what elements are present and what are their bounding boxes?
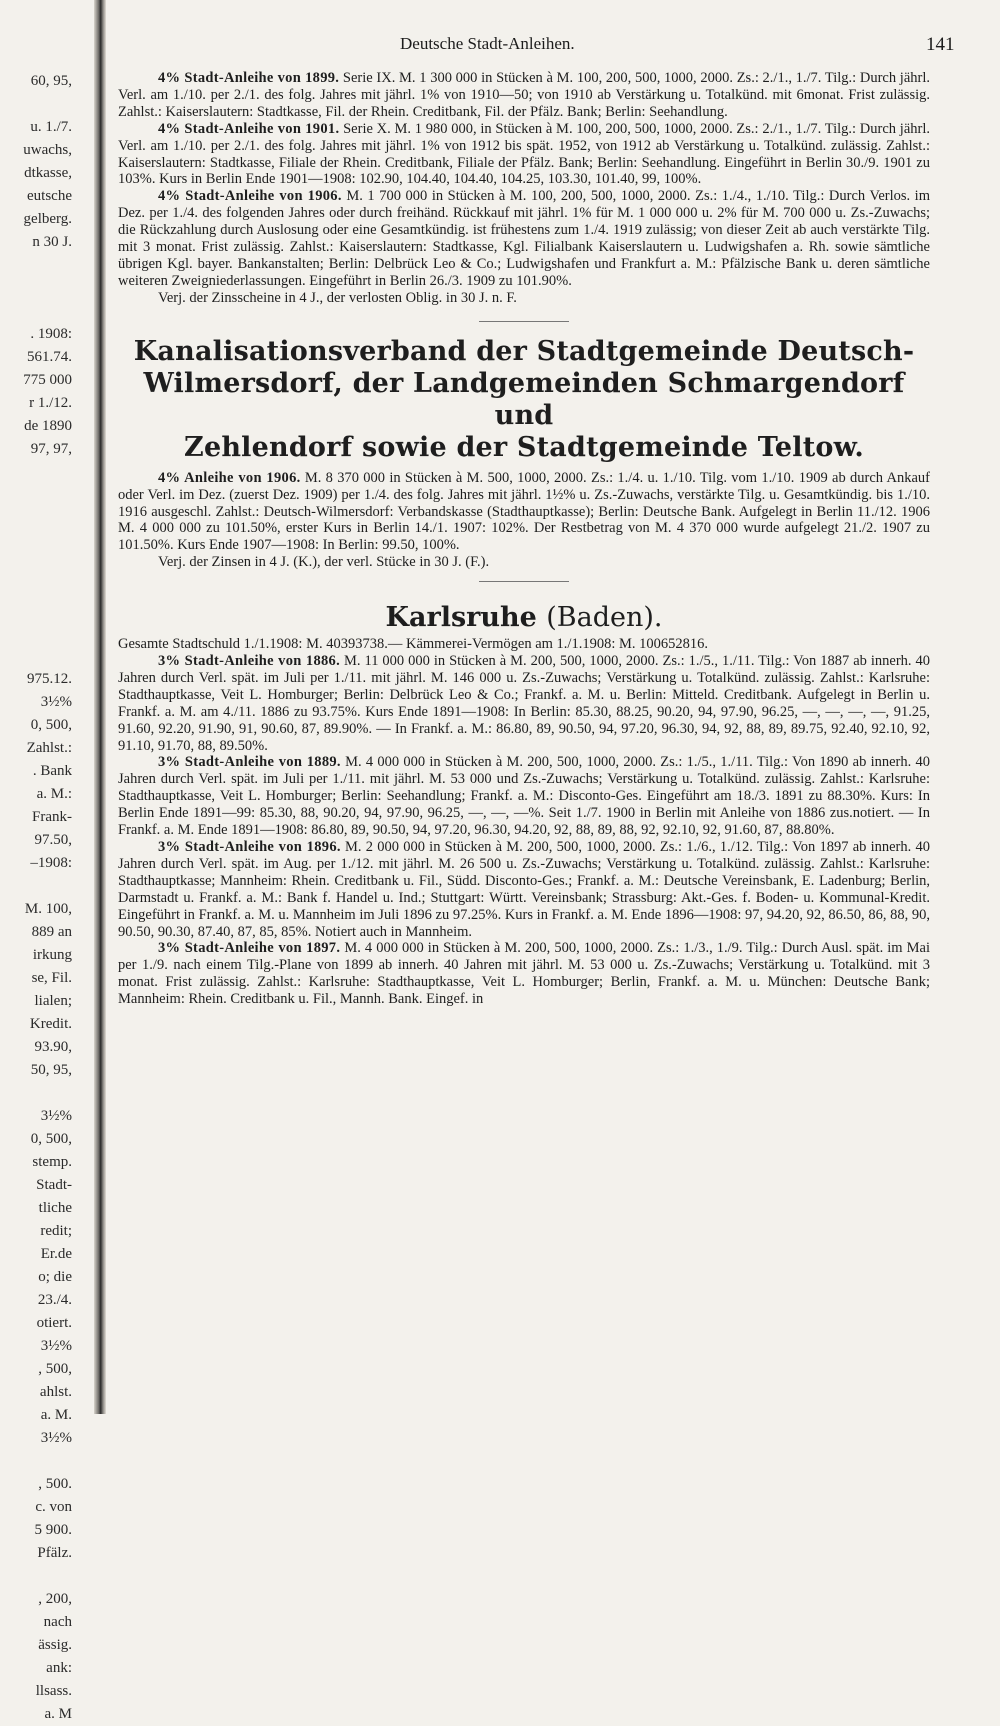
margin-line (0, 576, 72, 599)
margin-line (0, 254, 72, 277)
loan-heading: 4% Anleihe von 1906. (158, 469, 301, 486)
loan-entry (118, 839, 930, 940)
margin-line (0, 300, 72, 323)
section-title (118, 336, 930, 464)
margin-line (0, 622, 72, 645)
section-kanalisationsverband (118, 336, 930, 571)
margin-line (0, 507, 72, 530)
loan-details: M. 1 700 000 in Stücken à M. 100, 200, 500, 1000, 2000. Zs.: 1./4., 1./10. Tilg.: Durch Verlos. im Dez. per 1./4. des folgenden Jahres oder durch freihänd. Rückkauf mit jährl. 1% für M. 1 000 000 u. 2% für M. 700 000 u. Zs.-Zuwachs; die Rückzahlung durch Auslosung oder eine Gesamtkündig. ist frühestens zum 1./4. 1919 zulässig; von dieser Zeit ab auch verstärkte Tilg. mit 3 monat. Frist zulässig. Zahlst.: Kaiserslautern: Stadtkasse, Kgl. Filialbank Kaiserslautern u. Ludwigshafen a. Rh. sowie sämtliche übrigen Kgl. bayer. Bankanstalten; Berlin: Delbrück Leo & Co.; Ludwigshafen und Frankfurt a. M.: Pfälzische Bank u. deren sämtliche weiteren Zweigniederlassungen. Eingeführt in Berlin 26./3. 1909 zu 101.90%. (118, 188, 930, 289)
margin-line: a. M.: (36, 786, 72, 802)
margin-line (0, 277, 72, 300)
loan-details: M. 4 000 000 in Stücken à M. 200, 500, 1000, 2000. Zs.: 1./5., 1./11. Tilg.: Von 1890 ab innerh. 40 Jahren durch Verl. spät. im Juli per 1./11. mit jährl. M. 53 000 und Zs.-Zuwachs; Verstärkung u. Totalkünd. zulässig. Zahlst.: Karlsruhe: Stadthauptkasse, Veit L. Homburger; Berlin: Seehandlung; Frankf. a. M.: Disconto-Ges. Eingeführt am 18./3. 1891 zu 88.30%. Kurs: In Berlin Ende 1891—99: 85.30, 88, 90.20, 94, 97.90, 96.25, —, —, —%. Seit 1./7. 1900 in Berlin mit Anleihe von 1886 zus.notiert. — In Frankf. a. M. Ende 1891—1908: 86.80, 89, 90.50, 94, 97.20, 96.30, 94.20, 92, 88, 89, 88, 92, 92.10, 92, 91.60, 87, 88.80%. (118, 754, 930, 839)
margin-line (0, 1565, 72, 1588)
margin-line: 0, 500, (30, 1131, 72, 1147)
margin-line: stemp. (32, 1154, 72, 1170)
margin-line (0, 1082, 72, 1105)
margin-line (0, 93, 72, 116)
loan-heading: 3% Stadt-Anleihe von 1896. (158, 839, 341, 855)
margin-line: Zahlst.: (26, 740, 72, 756)
margin-line: uwachs, (23, 142, 72, 158)
margin-line (0, 599, 72, 622)
margin-line: Kredit. (29, 1016, 72, 1032)
loan-heading: 3% Stadt-Anleihe von 1897. (158, 940, 341, 957)
margin-line: 97, 97, (30, 441, 72, 457)
loan-entry (118, 940, 930, 1008)
margin-line: 23./4. (37, 1292, 72, 1308)
margin-line: c. von (35, 1499, 72, 1515)
limitation-text: Verj. der Zinsen in 4 J. (K.), der verl. Stücke in 30 J. (F.). (158, 554, 490, 571)
margin-line: 889 an (31, 924, 72, 940)
margin-line: 975.12. (27, 671, 72, 687)
city-region: (Baden). (546, 602, 663, 634)
margin-line: otiert. (36, 1315, 72, 1331)
margin-line (0, 1450, 72, 1473)
margin-line: se, Fil. (31, 970, 72, 986)
margin-line: –1908: (30, 855, 72, 871)
loan-entry (118, 754, 930, 839)
margin-line: Pfälz. (37, 1545, 72, 1561)
margin-line: irkung (32, 947, 72, 963)
margin-line: . Bank (32, 763, 72, 779)
margin-line: ässig. (38, 1637, 72, 1653)
loan-entry (118, 653, 930, 754)
margin-line: 97.50, (34, 832, 72, 848)
section-title-line: Zehlendorf sowie der Stadtgemeinde Teltow. (184, 431, 864, 463)
margin-line: 50, 95, (30, 1062, 72, 1078)
main-column (118, 70, 930, 1008)
margin-line: , 500, (38, 1361, 72, 1377)
section-title-line: Wilmersdorf, der Landgemeinden Schmargendorf und (143, 367, 905, 431)
margin-line: 3½% (40, 694, 72, 710)
margin-line: Er.de (40, 1246, 72, 1262)
margin-line: a. M (44, 1706, 72, 1722)
loan-details: Serie X. M. 1 980 000, in Stücken à M. 100, 200, 500, 1000, 2000. Zs.: 2./1., 1./7. Tilg.: Durch jährl. Verl. am 1./10. per 2./1. des folg. Jahres mit jährl. 1% von 1912 bis spät. 1952, von 1912 ab Verstärkung u. Totalkünd. zulässig. Zahlst.: Kaiserslautern: Stadtkasse, Filiale der Rhein. Creditbank, Filiale der Pfälz. Bank; Berlin: Seehandlung. Eingeführt in Berlin 30./9. 1901 zu 103%. Kurs in Berlin Ende 1901—1908: 102.90, 104.40, 104.40, 104.25, 103.30, 101.40, 99, 100%. (118, 120, 930, 188)
margin-line: 3½% (40, 1430, 72, 1446)
margin-line: n 30 J. (32, 234, 72, 250)
loan-details: M. 11 000 000 in Stücken à M. 200, 500, 1000, 2000. Zs.: 1./5., 1./11. Tilg.: Von 1887 ab innerh. 40 Jahren durch Verl. spät. im Juli per 1./11. mit jährl. M. 146 000 u. Zs.-Zuwachs; Verstärkung u. Totalkünd. zulässig. Zahlst.: Karlsruhe: Stadthauptkasse, Veit L. Homburger; Berlin: Delbrück Leo & Co.; Frankf. a. M. u. Berlin: Mitteld. Creditbank. Aufgelegt in Berlin u. Frankf. a. M. am 4./11. 1886 zu 93.75%. Kurs Ende 1891—1908: In Berlin: 85.30, 88.25, 90.20, 94, 97.90, 96.25, —, —, —, —, 91.25, 91.60, 92.20, 91.90, 91, 90.60, 87, 89.90%. — In Frankf. a. M.: 86.80, 89, 90.50, 94, 97.20, 96.30, 94, 92, 88, 89, 89.75, 92.40, 92.10, 92, 91.10, 91.70, 88, 89.50%. (118, 653, 930, 754)
loan-heading: 4% Stadt-Anleihe von 1906. (158, 188, 342, 205)
section-separator (479, 581, 569, 582)
margin-line: 93.90, (34, 1039, 72, 1055)
margin-line: ahlst. (39, 1384, 72, 1400)
book-gutter (94, 0, 106, 1414)
section-kaiserslautern-loans (118, 70, 930, 307)
margin-line (0, 875, 72, 898)
margin-line: 775 000 (23, 372, 72, 388)
loan-entry (118, 121, 930, 189)
margin-line: 5 900. (34, 1522, 72, 1538)
running-head: Deutsche Stadt-Anleihen. (400, 34, 575, 53)
margin-line (0, 484, 72, 507)
section-separator (479, 321, 569, 322)
margin-line: 3½% (40, 1108, 72, 1124)
margin-line: u. 1./7. (30, 119, 72, 135)
loan-heading: 4% Stadt-Anleihe von 1901. (158, 120, 340, 137)
margin-line: M. 100, (24, 901, 72, 917)
margin-line: eutsche (27, 188, 72, 204)
loan-details: M. 8 370 000 in Stücken à M. 500, 1000, 2000. Zs.: 1./4. u. 1./10. Tilg. vom 1./10. 1909 ab durch Ankauf oder Verl. im Dez. (zuerst Dez. 1909) per 1./4. des folg. Jahres mit jährl. 1½% u. Zs.-Zuwachs, verstärkte Tilg. u. Gesamtkündig. bis 1./10. 1916 ausgeschl. Zahlst.: Deutsch-Wilmersdorf: Verbandskasse (Stadthauptkasse); Berlin: Deutsche Bank. Aufgelegt in Berlin 11./12. 1906 M. 4 000 000 zu 101.50%, erster Kurs in Berlin 14./1. 1907: 102%. Der Restbetrag von M. 4 370 000 wurde aufgelegt 21./2. 1907 zu 101.50%. Kurs Ende 1907—1908: In Berlin: 99.50, 100%. (118, 469, 930, 554)
section-title-line: Kanalisationsverband der Stadtgemeinde Deutsch- (133, 335, 915, 367)
margin-line: 0, 500, (30, 717, 72, 733)
margin-line: o; die (38, 1269, 72, 1285)
previous-page-margin-text (0, 70, 72, 1722)
margin-line: r 1./12. (29, 395, 72, 411)
margin-line: , 500. (38, 1476, 72, 1492)
margin-line (0, 553, 72, 576)
margin-line (0, 530, 72, 553)
margin-line: Frank- (32, 809, 72, 825)
loan-heading: 4% Stadt-Anleihe von 1899. (158, 70, 340, 86)
margin-line: llsass. (35, 1683, 72, 1699)
city-name: Karlsruhe (385, 602, 537, 634)
margin-line: lialen; (34, 993, 72, 1009)
debt-summary: Gesamte Stadtschuld 1./1.1908: M. 40393738.— Kämmerei-Vermögen am 1./1.1908: M. 100652816. (118, 636, 708, 653)
margin-line: , 200, (38, 1591, 72, 1607)
loan-entry (118, 470, 930, 555)
margin-line: 561.74. (27, 349, 72, 365)
margin-line: Stadt- (36, 1177, 72, 1193)
margin-line: gelberg. (23, 211, 72, 227)
margin-line (0, 461, 72, 484)
city-title (118, 602, 930, 634)
margin-line: 60, 95, (30, 73, 72, 89)
margin-line (0, 645, 72, 668)
margin-line: redit; (40, 1223, 72, 1239)
margin-line: dtkasse, (24, 165, 72, 181)
section-karlsruhe (118, 602, 930, 1008)
loan-details: M. 2 000 000 in Stücken à M. 200, 500, 1000, 2000. Zs.: 1./6., 1./12. Tilg.: Von 1897 ab innerh. 40 Jahren durch Verl. spät. im Aug. per 1./12. mit jährl. M. 26 500 u. Zs.-Zuwachs; Verstärkung u. Totalkünd. zulässig. Zahlst.: Karlsruhe: Stadthauptkasse; Mannheim: Rhein. Creditbank u. Fil., Südd. Disconto-Ges.; Frankf. a. M.: Deutsche Vereinsbank, E. Ladenburg; Berlin, Darmstadt u. Frankf. a. M.: Bank f. Handel u. Ind.; Stuttgart: Württ. Vereinsbank; Strassburg: Akt.-Ges. f. Boden- u. Kommunal-Kredit. Eingeführt in Frankf. a. M. u. Mannheim im Juli 1896 zu 97.25%. Kurs in Frankf. a. M. Ende 1896—1908: 97, 94.20, 92, 86.50, 86, 88, 90, 90.50, 90.30, 87.40, 87, 85, 85%. Notiert auch in Mannheim. (118, 839, 930, 940)
margin-line: ank: (46, 1660, 72, 1676)
page-number: 141 (926, 34, 955, 55)
margin-line: 3½% (40, 1338, 72, 1354)
loan-entry (118, 70, 930, 121)
loan-heading: 3% Stadt-Anleihe von 1886. (158, 653, 341, 670)
loan-details: Serie IX. M. 1 300 000 in Stücken à M. 100, 200, 500, 1000, 2000. Zs.: 2./1., 1./7. Tilg.: Durch jährl. Verl. am 1./10. per 2./1. des folg. Jahres mit jährl. 1% von 1910—50; von 1910 ab Verstärkung u. Totalkünd. mit 6monat. Frist zulässig. Zahlst.: Kaiserslautern: Stadtkasse, Fil. der Rhein. Creditbank, Fil. der Pfälz. Bank; Berlin: Seehandlung. (118, 70, 930, 120)
limitation-note (118, 290, 930, 307)
limitation-text: Verj. der Zinsscheine in 4 J., der verlosten Oblig. in 30 J. n. F. (158, 289, 517, 306)
margin-line: tliche (38, 1200, 72, 1216)
limitation-note (118, 554, 930, 571)
margin-line: . 1908: (30, 326, 72, 342)
margin-line: a. M. (40, 1407, 72, 1423)
loan-details: M. 4 000 000 in Stücken à M. 200, 500, 1000, 2000. Zs.: 1./3., 1./9. Tilg.: Durch Ausl. spät. im Mai per 1./9. nach einem Tilg.-Plane von 1899 ab innerh. 40 Jahren mit jährl. M. 53 000 u. Zs.-Zuwachs; Verstärkung u. Totalkünd. mit 3 monat. Frist zulässig. Zahlst.: Karlsruhe: Stadthauptkasse, Veit L. Homburger; Berlin, Frankf. a. M. u. München: Deutsche Bank; Mannheim: Rhein. Creditbank u. Fil., Mannh. Bank. Eingef. in (118, 940, 930, 1008)
loan-heading: 3% Stadt-Anleihe von 1889. (158, 754, 341, 771)
margin-line: de 1890 (24, 418, 72, 434)
margin-line: nach (43, 1614, 72, 1630)
loan-entry (118, 188, 930, 289)
